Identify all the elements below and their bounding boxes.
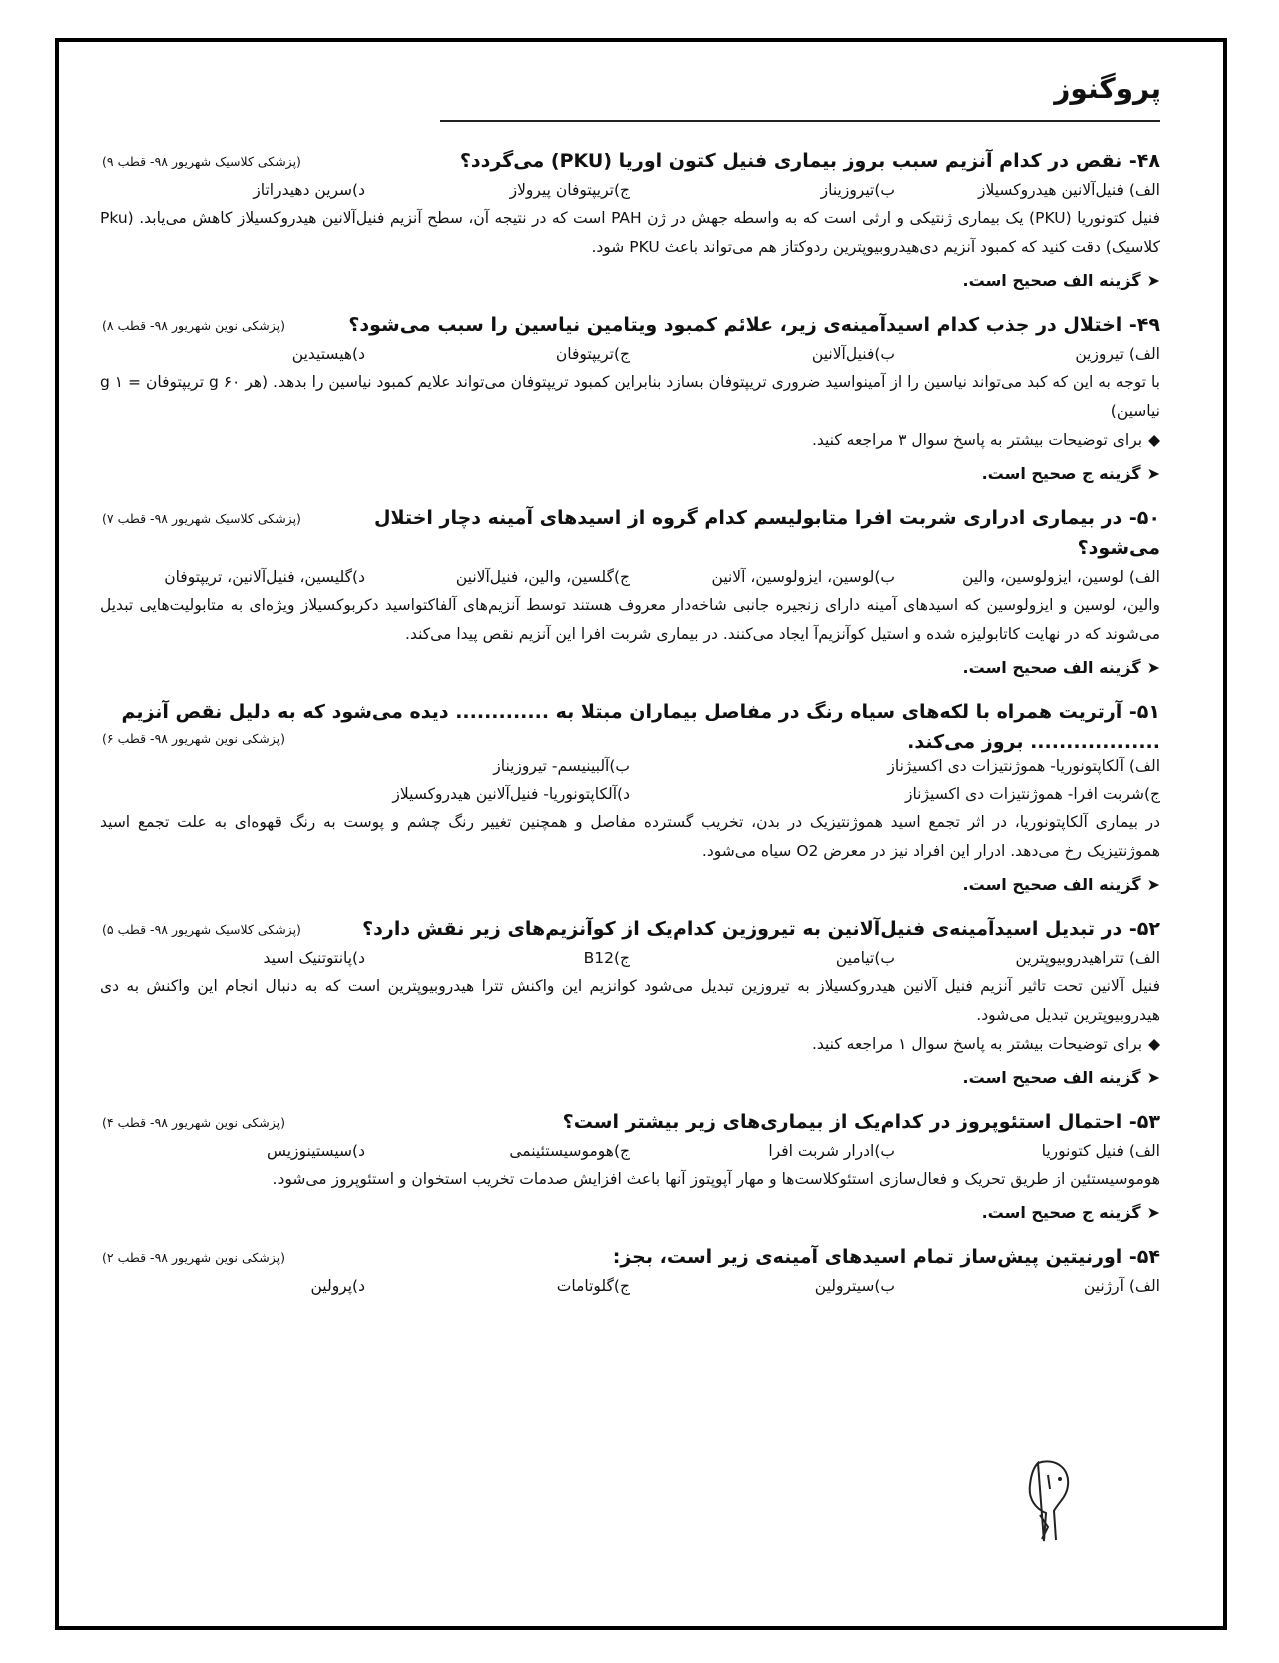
answer-line	[100, 266, 1160, 296]
option-c: ج)B12	[583, 949, 630, 967]
explanation: والین، لوسین و ایزولوسین که اسیدهای آمینه دارای زنجیره جانبی شاخه‌دار معروف هستند توسط آنزیم‌های آلفاکتواسید دکربوکسیلاز ویژه‌ای به متابولیت‌هایی تبدیل می‌شوند که در نهایت کاتابولیزه شده و استیل کوآنزیم‌آ ایجاد می‌کنند. در بیماری شربت افرا این آنزیم نقص پیدا می‌کند.	[100, 596, 1160, 643]
question-source-tag: (پزشکی کلاسیک شهریور ۹۸- قطب ۷)	[102, 511, 301, 526]
option-b: ب)لوسین، ایزولوسین، آلانین	[711, 568, 895, 586]
option-d: د)پانتوتنیک اسید	[263, 949, 365, 967]
option-c: ج)تریپتوفان پیرولاز	[509, 181, 630, 199]
answer-text: گزینه ج صحیح است.	[981, 1203, 1141, 1222]
question-48	[100, 146, 1160, 296]
arrow-icon: ➤	[1146, 464, 1160, 483]
option-d: د)آلکاپتونوریا- فنیل‌آلانین هیدروکسیلاز	[392, 785, 630, 803]
option-c: ج)گلوتامات	[556, 1277, 630, 1295]
arrow-icon: ➤	[1146, 658, 1160, 677]
question-51	[100, 697, 1160, 900]
option-c: ج)شربت افرا- هموژنتیزات دی اکسیژناز	[904, 785, 1160, 803]
question-title: ۵۳- احتمال استئوپروز در کدام‌یک از بیماری‌های زیر بیشتر است؟	[562, 1111, 1160, 1133]
explanation: با توجه به این که کبد می‌تواند نیاسین را از آمینواسید ضروری تریپتوفان بسازد بنابراین کمبود تریپتوفان می‌تواند علایم کمبود نیاسین را بدهد. (هر ۶۰ g تریپتوفان = ۱ g نیاسین)	[100, 373, 1160, 420]
option-a: الف) فنیل‌آلانین هیدروکسیلاز	[978, 181, 1160, 199]
answer-text: گزینه الف صحیح است.	[962, 875, 1141, 894]
arrow-icon: ➤	[1146, 1068, 1160, 1087]
option-b: ب)تیروزیناز	[820, 181, 895, 199]
option-d: د)سیستینوزیس	[266, 1142, 365, 1160]
options-row	[100, 340, 1160, 368]
questions-container	[100, 140, 1160, 1314]
option-a: الف) تتراهیدروبیوپترین	[1015, 949, 1160, 967]
answer-text: گزینه ج صحیح است.	[981, 464, 1141, 483]
explanation: فنیل آلانین تحت تاثیر آنزیم فنیل آلانین هیدروکسیلاز به تیروزین تبدیل می‌شود کوانزیم این واکنش تترا هیدروبیوپترین است که به دنبال انجام این واکنش به دی هیدروبیوپترین تبدیل می‌شود.	[100, 977, 1160, 1024]
option-c: ج)تریپتوفان	[555, 345, 630, 363]
option-d: د)گلیسین، فنیل‌آلانین، تریپتوفان	[164, 568, 365, 586]
arrow-icon: ➤	[1146, 271, 1160, 290]
option-d: د)پرولین	[310, 1277, 365, 1295]
options-row	[100, 1272, 1160, 1300]
answer-line	[100, 459, 1160, 489]
option-a: الف) آرژنین	[1083, 1277, 1160, 1295]
option-b: ب)آلبینیسم- تیروزیناز	[493, 757, 630, 775]
option-a: الف) لوسین، ایزولوسین، والین	[962, 568, 1160, 586]
question-source-tag: (پزشکی نوین شهریور ۹۸- قطب ۲)	[102, 1250, 286, 1265]
reference-note	[100, 426, 1160, 455]
question-title: ۵۱- آرتریت همراه با لکه‌های سیاه رنگ در مفاصل بیماران مبتلا به ............. دیده می‌شود که به دلیل نقص آنزیم .................. بروز می‌کند.	[121, 701, 1160, 753]
option-b: ب)تیامین	[835, 949, 895, 967]
question-source-tag: (پزشکی کلاسیک شهریور ۹۸- قطب ۹)	[102, 154, 301, 169]
answer-text: گزینه الف صحیح است.	[962, 658, 1141, 677]
option-b: ب)سیترولین	[814, 1277, 895, 1295]
question-50	[100, 503, 1160, 683]
mascot-logo-icon	[1018, 1455, 1078, 1545]
answer-text: گزینه الف صحیح است.	[962, 271, 1141, 290]
answer-text: گزینه الف صحیح است.	[962, 1068, 1141, 1087]
explanation: هوموسیستئین از طریق تحریک و فعال‌سازی استئوکلاست‌ها و مهار آپوپتوز آنها باعث افزایش صدمات تخریب استخوان و استئوپروز می‌شود.	[272, 1170, 1160, 1188]
option-a: الف) فنیل کتونوریا	[1041, 1142, 1160, 1160]
options-row	[100, 752, 1160, 808]
question-title: ۵۲- در تبدیل اسیدآمینه‌ی فنیل‌آلانین به تیروزین کدام‌یک از کوآنزیم‌های زیر نقش دارد؟	[362, 918, 1160, 940]
options-row	[100, 944, 1160, 972]
question-source-tag: (پزشکی نوین شهریور ۹۸- قطب ۴)	[102, 1115, 286, 1130]
option-a: الف) تیروزین	[1075, 345, 1160, 363]
question-title: ۵۴- اورنیتین پیش‌ساز تمام اسیدهای آمینه‌ی زیر است، بجز:	[612, 1246, 1160, 1268]
diamond-bullet-icon: ◆	[1148, 431, 1160, 449]
option-b: ب)فنیل‌آلانین	[811, 345, 895, 363]
question-54	[100, 1242, 1160, 1300]
arrow-icon: ➤	[1146, 1203, 1160, 1222]
answer-line	[100, 653, 1160, 683]
options-row	[100, 176, 1160, 204]
question-source-tag: (پزشکی کلاسیک شهریور ۹۸- قطب ۵)	[102, 922, 301, 937]
option-d: د)هیستیدین	[291, 345, 365, 363]
explanation: فنیل کتونوریا (PKU) یک بیماری ژنتیکی و ارثی است که به واسطه جهش در ژن PAH است که در نتیجه آن، سطح آنزیم فنیل‌آلانین هیدروکسیلاز کاهش می‌یابد. (Pku کلاسیک) دقت کنید که کمبود آنزیم دی‌هیدروبیوپترین ردوکتاز هم می‌تواند باعث PKU شود.	[100, 209, 1160, 256]
answer-line	[100, 1198, 1160, 1228]
question-title: ۴۸- نقص در کدام آنزیم سبب بروز بیماری فنیل کتون اوریا (PKU) می‌گردد؟	[459, 150, 1160, 172]
header-divider	[440, 120, 1160, 122]
question-49	[100, 310, 1160, 489]
option-b: ب)ادرار شربت افرا	[768, 1142, 895, 1160]
question-52	[100, 914, 1160, 1093]
arrow-icon: ➤	[1146, 875, 1160, 894]
question-title: ۴۹- اختلال در جذب کدام اسیدآمینه‌ی زیر، علائم کمبود ویتامین نیاسین را سبب می‌شود؟	[348, 314, 1160, 336]
diamond-bullet-icon: ◆	[1148, 1035, 1160, 1053]
answer-line	[100, 870, 1160, 900]
options-row	[100, 1137, 1160, 1165]
question-source-tag: (پزشکی نوین شهریور ۹۸- قطب ۸)	[102, 318, 286, 333]
question-title: ۵۰- در بیماری ادراری شربت افرا متابولیسم کدام گروه از اسیدهای آمینه دچار اختلال می‌شود؟	[374, 507, 1160, 559]
option-c: ج)هوموسیستئینمی	[509, 1142, 630, 1160]
option-a: الف) آلکاپتونوریا- هموژنتیزات دی اکسیژناز	[887, 757, 1160, 775]
explanation: در بیماری آلکاپتونوریا، در اثر تجمع اسید هموژنتیزیک در بدن، تخریب گسترده مفاصل و همچنین تغییر رنگ چشم و پوست به رنگ قهوه‌ای به علت تجمع اسید هموژنتیزیک رخ می‌دهد. ادرار این افراد نیز در معرض O2 سیاه می‌شود.	[100, 813, 1160, 860]
note-text: برای توضیحات بیشتر به پاسخ سوال ۱ مراجعه کنید.	[811, 1035, 1143, 1053]
answer-line	[100, 1063, 1160, 1093]
option-c: ج)گلسین، والین، فنیل‌آلانین	[455, 568, 630, 586]
reference-note	[100, 1030, 1160, 1059]
option-d: د)سرین دهیدراتاز	[253, 181, 365, 199]
question-source-tag: (پزشکی نوین شهریور ۹۸- قطب ۶)	[102, 731, 286, 746]
question-53	[100, 1107, 1160, 1228]
brand-title: پروگنوز	[1054, 72, 1161, 105]
options-row	[100, 563, 1160, 591]
note-text: برای توضیحات بیشتر به پاسخ سوال ۳ مراجعه کنید.	[811, 431, 1143, 449]
